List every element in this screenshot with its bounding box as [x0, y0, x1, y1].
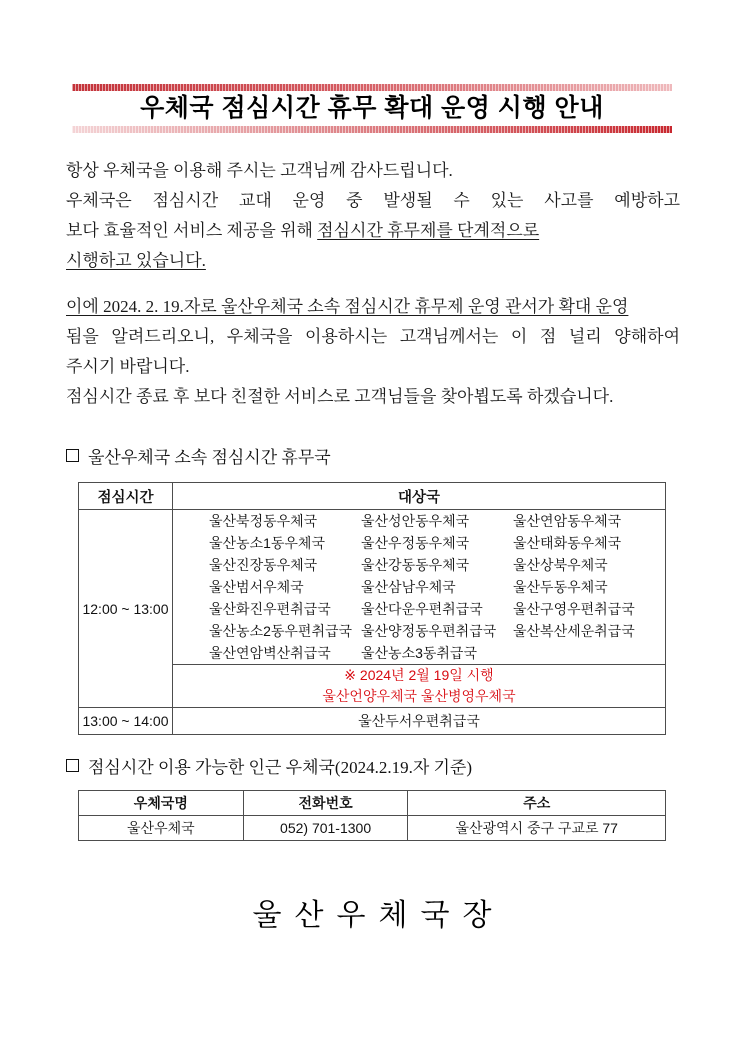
office-name: 울산복산세운취급국	[513, 623, 635, 639]
cell-time-1300: 13:00 ~ 14:00	[79, 708, 173, 735]
table-row	[79, 708, 666, 735]
nearby-office-table	[78, 790, 666, 841]
notice-paragraph	[66, 292, 680, 412]
office-name: 울산다운우편취급국	[361, 601, 483, 617]
office-name: 울산상북우체국	[513, 557, 608, 573]
intro-line-3	[66, 216, 680, 246]
cell-office-phone: 052) 701-1300	[243, 816, 408, 841]
intro-line-3-underlined: 점심시간 휴무제를 단계적으로	[317, 221, 540, 240]
column-header-offices: 대상국	[173, 483, 666, 510]
cell-office-address: 울산광역시 중구 구교로 77	[408, 816, 666, 841]
column-header-office-name: 우체국명	[79, 791, 244, 816]
office-name: 울산양정동우편취급국	[361, 623, 497, 639]
notice-line-1	[66, 292, 680, 322]
intro-line-1: 항상 우체국을 이용해 주시는 고객님께 감사드립니다.	[66, 161, 453, 180]
office-name: 울산두동우체국	[513, 579, 608, 595]
office-name: 울산우정동우체국	[361, 535, 470, 551]
office-name: 울산북정동우체국	[209, 513, 318, 529]
checkbox-icon	[66, 759, 79, 772]
notice-line-2: 됨을 알려드리오니, 우체국을 이용하시는 고객님께서는 이 점 널리 양해하여	[66, 327, 680, 346]
table-row	[79, 510, 666, 665]
intro-line-2: 우체국은 점심시간 교대 운영 중 발생될 수 있는 사고를 예방하고	[66, 191, 680, 210]
office-name	[513, 642, 665, 664]
cell-offices-list	[173, 510, 666, 665]
new-office-names: 울산언양우체국 울산병영우체국	[322, 688, 516, 704]
section-1-heading	[66, 446, 331, 470]
effective-date-notice: ※ 2024년 2월 19일 시행	[344, 667, 494, 683]
intro-paragraph	[66, 156, 680, 276]
section-1-heading-label: 울산우체국 소속 점심시간 휴무국	[88, 448, 331, 467]
lunch-closure-table	[78, 482, 666, 735]
office-name: 울산구영우편취급국	[513, 601, 635, 617]
office-name: 울산성안동우체국	[361, 513, 470, 529]
table-row	[79, 816, 666, 841]
office-name: 울산진장동우체국	[209, 557, 318, 573]
office-name: 울산농소2동우편취급국	[209, 623, 353, 639]
office-name: 울산삼남우체국	[361, 579, 456, 595]
section-2-heading-label: 점심시간 이용 가능한 인근 우체국(2024.2.19.자 기준)	[88, 758, 472, 777]
column-header-phone: 전화번호	[243, 791, 408, 816]
intro-line-4-underlined: 시행하고 있습니다.	[66, 251, 206, 270]
cell-time-1200: 12:00 ~ 13:00	[79, 510, 173, 708]
section-2-heading	[66, 756, 472, 780]
checkbox-icon	[66, 449, 79, 462]
title-banner	[72, 84, 672, 133]
cell-office-1300: 울산두서우편취급국	[173, 708, 666, 735]
column-header-address: 주소	[408, 791, 666, 816]
banner-bottom-bar	[72, 126, 672, 133]
office-name: 울산범서우체국	[209, 579, 304, 595]
office-name: 울산화진우편취급국	[209, 601, 331, 617]
table-header-row	[79, 483, 666, 510]
cell-new-effective-notice	[173, 665, 666, 708]
intro-line-3-plain: 보다 효율적인 서비스 제공을 위해	[66, 221, 318, 240]
cell-office-name: 울산우체국	[79, 816, 244, 841]
office-name-grid	[173, 510, 665, 664]
column-header-time: 점심시간	[79, 483, 173, 510]
office-name: 울산연암동우체국	[513, 513, 622, 529]
office-name: 울산연암벽산취급국	[209, 645, 331, 661]
table-header-row	[79, 791, 666, 816]
signature-line: 울산우체국장	[252, 899, 505, 932]
office-name: 울산농소1동우체국	[209, 535, 325, 551]
banner-top-bar	[72, 84, 672, 91]
office-name: 울산농소3동취급국	[361, 645, 477, 661]
page-title: 우체국 점심시간 휴무 확대 운영 시행 안내	[140, 94, 604, 122]
office-name: 울산강동동우체국	[361, 557, 470, 573]
notice-line-3: 주시기 바랍니다.	[66, 357, 190, 376]
intro-line-4	[66, 246, 680, 276]
notice-line-4: 점심시간 종료 후 보다 친절한 서비스로 고객님들을 찾아뵙도록 하겠습니다.	[66, 387, 614, 406]
notice-line-1-underlined: 이에 2024. 2. 19.자로 울산우체국 소속 점심시간 휴무제 운영 관서가 확대 운영	[66, 297, 629, 316]
office-name: 울산태화동우체국	[513, 535, 622, 551]
